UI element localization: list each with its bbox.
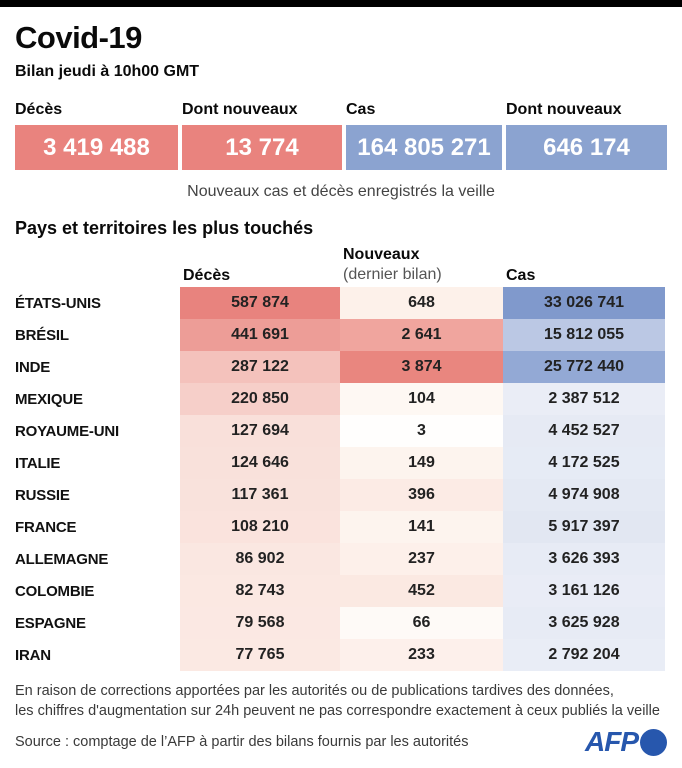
summary-label-deces: Décès: [15, 101, 63, 118]
top-black-bar: [0, 0, 682, 7]
table-row: [15, 383, 665, 415]
summary-caption: Nouveaux cas et décès enregistrés la veille: [187, 183, 495, 200]
afp-logo: [585, 728, 667, 756]
country-label: ROYAUME-UNI: [15, 422, 119, 440]
table-section-title: Pays et territoires les plus touchés: [15, 218, 314, 238]
afp-logo-text: AFP: [585, 726, 638, 757]
new-cell: 237: [340, 543, 503, 575]
deaths-cell: 127 694: [180, 415, 340, 447]
country-label: BRÉSIL: [15, 326, 69, 344]
new-cell: 2 641: [340, 319, 503, 351]
country-label: COLOMBIE: [15, 582, 95, 600]
deaths-cell: 77 765: [180, 639, 340, 671]
column-header-deaths: Décès: [183, 267, 231, 284]
page-subtitle: Bilan jeudi à 10h00 GMT: [15, 63, 200, 80]
new-cell: 104: [340, 383, 503, 415]
column-header-new: [340, 245, 503, 285]
deaths-cell: 220 850: [180, 383, 340, 415]
cases-cell: 3 161 126: [503, 575, 665, 607]
summary-label-dont-nouveaux-deces: Dont nouveaux: [182, 101, 298, 118]
country-label: ÉTATS-UNIS: [15, 294, 101, 312]
cases-cell: 3 626 393: [503, 543, 665, 575]
summary-label-dont-nouveaux-cas: Dont nouveaux: [506, 101, 622, 118]
summary-section: [15, 101, 667, 201]
cases-cell: 2 792 204: [503, 639, 665, 671]
source-text: Source : comptage de l’AFP à partir des bilans fournis par les autorités: [15, 734, 469, 750]
deaths-cell: 287 122: [180, 351, 340, 383]
table-row: [15, 511, 665, 543]
table-row: [15, 447, 665, 479]
country-label: RUSSIE: [15, 486, 70, 504]
country-label: ITALIE: [15, 454, 61, 472]
table-row: [15, 479, 665, 511]
afp-logo-circle-icon: [640, 729, 667, 756]
table-row: [15, 287, 665, 319]
new-cell: 141: [340, 511, 503, 543]
deaths-cell: 86 902: [180, 543, 340, 575]
deaths-cell: 82 743: [180, 575, 340, 607]
cases-cell: 4 172 525: [503, 447, 665, 479]
footnote: [15, 681, 667, 721]
summary-value-nouveaux-deces: 13 774: [182, 125, 342, 170]
summary-value-nouveaux-cas: 646 174: [506, 125, 667, 170]
cases-cell: 33 026 741: [503, 287, 665, 319]
table-row: [15, 415, 665, 447]
deaths-cell: 108 210: [180, 511, 340, 543]
header: [0, 7, 682, 81]
deaths-cell: 117 361: [180, 479, 340, 511]
summary-cards: [15, 125, 667, 170]
country-label: MEXIQUE: [15, 390, 83, 408]
table-row: [15, 351, 665, 383]
cases-cell: 5 917 397: [503, 511, 665, 543]
deaths-cell: 124 646: [180, 447, 340, 479]
column-header-new-line2: (dernier bilan): [343, 266, 442, 283]
table-row: [15, 575, 665, 607]
new-cell: 66: [340, 607, 503, 639]
table-row: [15, 319, 665, 351]
footnote-line2: les chiffres d'augmentation sur 24h peuvent ne pas correspondre exactement à ceux publiés la veille: [15, 703, 660, 719]
new-cell: 233: [340, 639, 503, 671]
source-row: [15, 728, 667, 756]
new-cell: 3 874: [340, 351, 503, 383]
deaths-cell: 79 568: [180, 607, 340, 639]
column-header-new-line1: Nouveaux: [343, 246, 420, 263]
column-header-cases: Cas: [506, 267, 536, 284]
cases-cell: 2 387 512: [503, 383, 665, 415]
table-header-row: [15, 245, 665, 285]
country-label: ALLEMAGNE: [15, 550, 109, 568]
footnote-line1: En raison de corrections apportées par les autorités ou de publications tardives des données,: [15, 683, 614, 699]
summary-labels: [15, 101, 667, 125]
countries-table: [15, 245, 665, 671]
table-row: [15, 607, 665, 639]
summary-label-cas: Cas: [346, 101, 376, 118]
country-label: ESPAGNE: [15, 614, 86, 632]
cases-cell: 4 974 908: [503, 479, 665, 511]
summary-value-deces: 3 419 488: [15, 125, 178, 170]
cases-cell: 15 812 055: [503, 319, 665, 351]
new-cell: 648: [340, 287, 503, 319]
cases-cell: 25 772 440: [503, 351, 665, 383]
page-title: Covid-19: [15, 20, 142, 55]
summary-value-cas: 164 805 271: [346, 125, 502, 170]
country-label: FRANCE: [15, 518, 77, 536]
new-cell: 3: [340, 415, 503, 447]
deaths-cell: 587 874: [180, 287, 340, 319]
deaths-cell: 441 691: [180, 319, 340, 351]
new-cell: 452: [340, 575, 503, 607]
new-cell: 396: [340, 479, 503, 511]
cases-cell: 3 625 928: [503, 607, 665, 639]
cases-cell: 4 452 527: [503, 415, 665, 447]
country-label: IRAN: [15, 646, 51, 664]
table-row: [15, 543, 665, 575]
table-row: [15, 639, 665, 671]
new-cell: 149: [340, 447, 503, 479]
country-label: INDE: [15, 358, 51, 376]
